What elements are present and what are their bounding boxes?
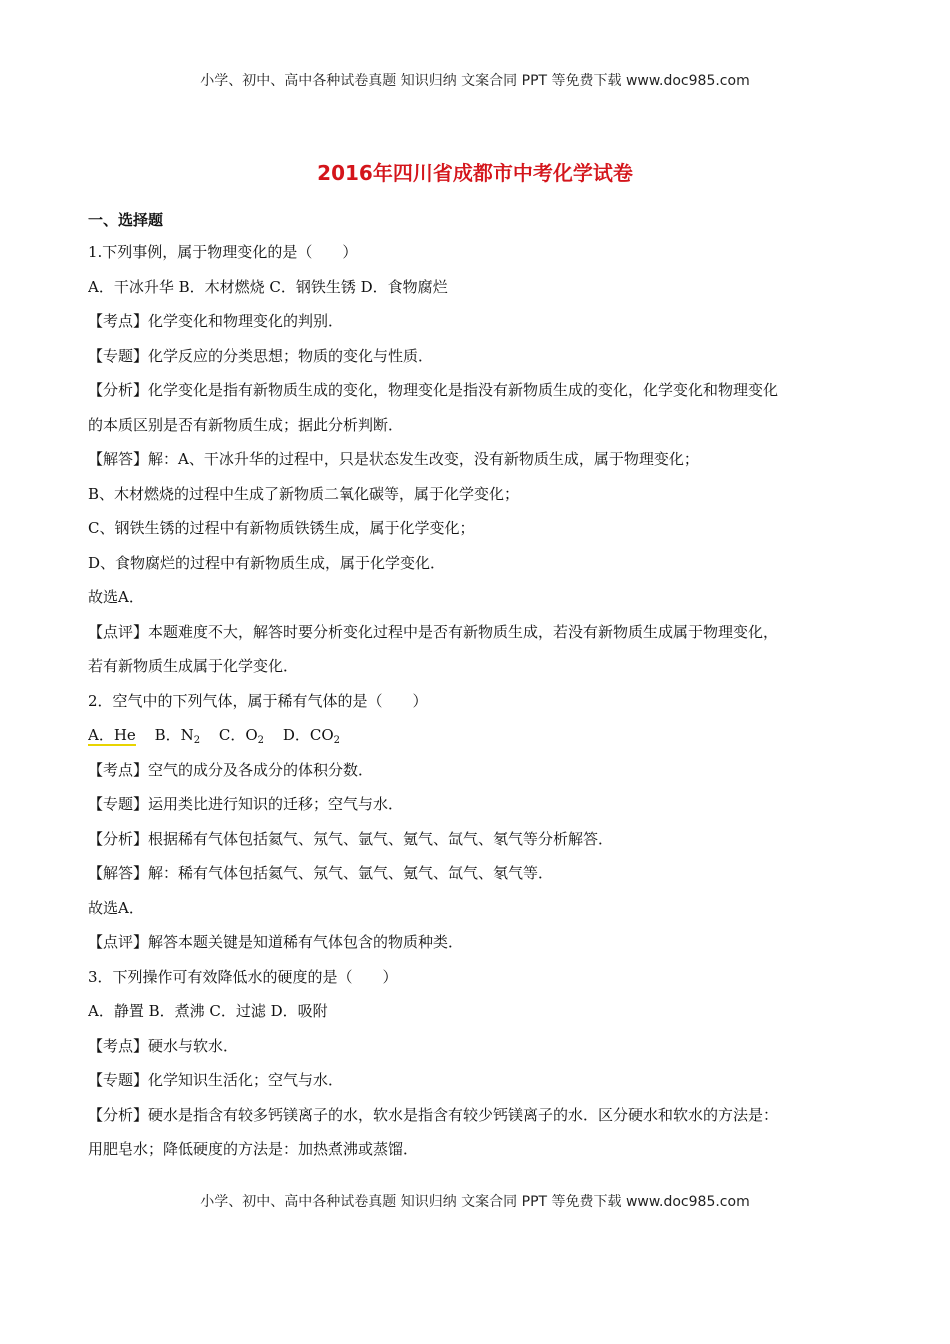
- q2-option-c-text: C．O: [218, 726, 258, 744]
- text-line: 的本质区别是否有新物质生成；据此分析判断．: [88, 415, 404, 434]
- text-line: D、食物腐烂的过程中有新物质生成，属于化学变化．: [88, 553, 446, 572]
- text-line: 【分析】根据稀有气体包括氦气、氖气、氩气、氪气、氙气、氡气等分析解答．: [88, 829, 614, 848]
- text-line: 【分析】化学变化是指有新物质生成的变化，物理变化是指没有新物质生成的变化，化学变化和物理变化: [88, 381, 779, 399]
- text-line: 【专题】运用类比进行知识的迁移；空气与水．: [88, 795, 404, 813]
- text-line: 故选A．: [88, 898, 144, 917]
- q2-option-b: [155, 726, 201, 744]
- text-line: 【点评】解答本题关键是知道稀有气体包含的物质种类．: [88, 933, 464, 951]
- text-line: 【考点】化学变化和物理变化的判别．: [88, 312, 344, 330]
- text-line: 【解答】解：稀有气体包括氦气、氖气、氩气、氪气、氙气、氡气等．: [88, 864, 554, 882]
- q2-option-c-sub: 2: [257, 735, 265, 746]
- text-line: 若有新物质生成属于化学变化．: [88, 657, 299, 675]
- q2-option-c: [219, 726, 264, 744]
- text-line: 【点评】本题难度不大，解答时要分析变化过程中是否有新物质生成，若没有新物质生成属于物理变化，: [88, 622, 779, 641]
- q2-option-d-sub: 2: [333, 735, 341, 746]
- section-heading: 一、选择题: [88, 211, 164, 229]
- q2-option-d-text: D．CO: [282, 726, 334, 744]
- page-header: 小学、初中、高中各种试卷真题 知识归纳 文案合同 PPT 等免费下载 www.doc985.com: [200, 73, 750, 89]
- text-line: 【解答】解：A、干冰升华的过程中，只是状态发生改变，没有新物质生成，属于物理变化；: [88, 450, 699, 468]
- text-line: B、木材燃烧的过程中生成了新物质二氧化碳等，属于化学变化；: [88, 484, 520, 503]
- q2-option-d: [283, 726, 340, 744]
- text-line: A．干冰升华 B．木材燃烧 C．钢铁生锈 D．食物腐烂: [88, 277, 448, 296]
- text-line: 【专题】化学反应的分类思想；物质的变化与性质．: [88, 346, 434, 365]
- q2-option-b-text: B．N: [154, 726, 194, 744]
- text-line: 故选A．: [88, 588, 144, 606]
- text-line: 【分析】硬水是指含有较多钙镁离子的水，软水是指含有较少钙镁离子的水．区分硬水和软水的方法是：: [88, 1105, 779, 1124]
- text-line: 2．空气中的下列气体，属于稀有气体的是（ ）: [88, 691, 428, 710]
- text-line: 3．下列操作可有效降低水的硬度的是（ ）: [88, 967, 398, 986]
- text-line: C、钢铁生锈的过程中有新物质铁锈生成，属于化学变化；: [88, 519, 475, 537]
- page-footer: 小学、初中、高中各种试卷真题 知识归纳 文案合同 PPT 等免费下载 www.doc985.com: [200, 1194, 750, 1210]
- text-line: 【专题】化学知识生活化；空气与水．: [88, 1071, 344, 1089]
- text-line: A．静置 B．煮沸 C．过滤 D．吸附: [88, 1002, 328, 1020]
- text-line: 用肥皂水；降低硬度的方法是：加热煮沸或蒸馏．: [88, 1140, 419, 1158]
- page-title: 2016年四川省成都市中考化学试卷: [317, 161, 633, 185]
- q2-option-a: A．He: [88, 726, 136, 744]
- q2-options-line: [88, 723, 863, 758]
- text-line: 1.下列事例，属于物理变化的是（ ）: [88, 243, 358, 261]
- q2-option-b-sub: 2: [193, 735, 201, 746]
- document-body: [88, 240, 863, 1172]
- text-line: 【考点】空气的成分及各成分的体积分数．: [88, 760, 374, 779]
- text-line: 【考点】硬水与软水．: [88, 1036, 239, 1055]
